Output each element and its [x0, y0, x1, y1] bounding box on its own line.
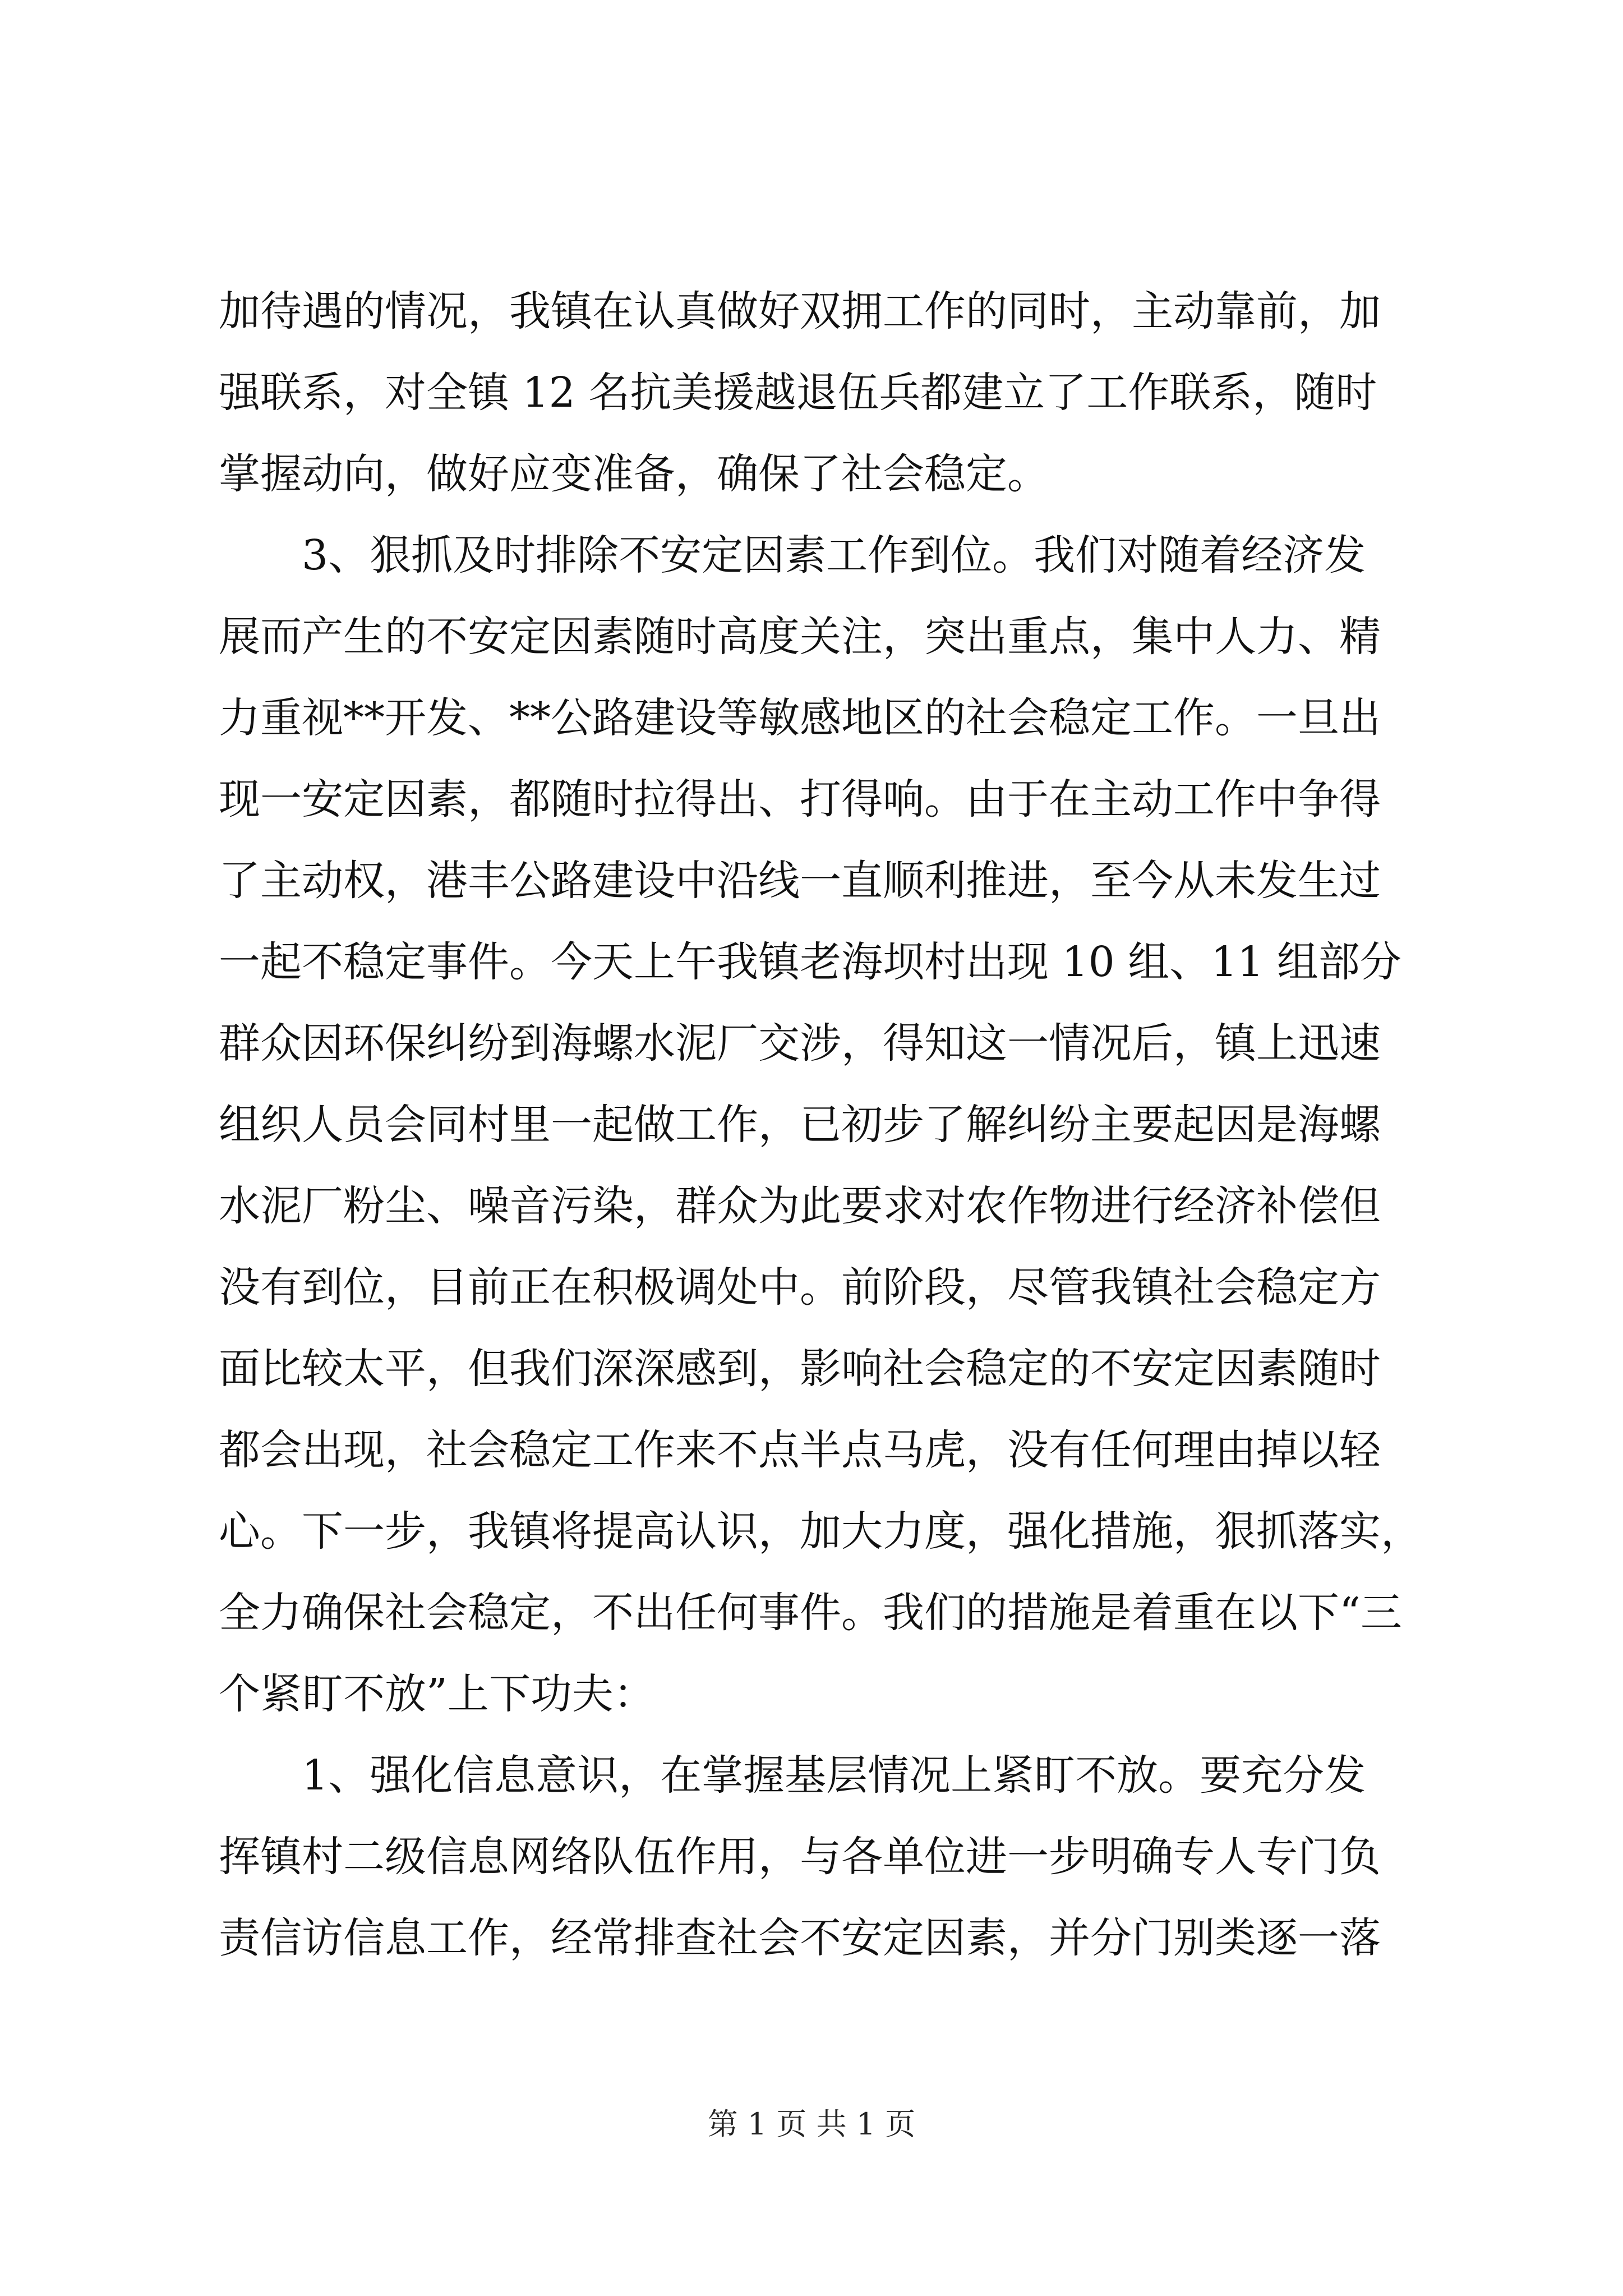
text-line: 面比较太平，但我们深深感到，影响社会稳定的不安定因素随时	[219, 1345, 1381, 1393]
text-line: 力重视**开发、**公路建设等敏感地区的社会稳定工作。一旦出	[219, 694, 1381, 742]
page-number-label: 第 1 页 共 1 页	[707, 2106, 916, 2142]
text-line: 现一安定因素，都随时拉得出、打得响。由于在主动工作中争得	[219, 775, 1381, 823]
text-line: 掌握动向，做好应变准备，确保了社会稳定。	[219, 450, 1049, 498]
text-line: 了主动权，港丰公路建设中沿线一直顺利推进，至今从未发生过	[219, 857, 1381, 905]
text-line: 个紧盯不放”上下功夫：	[219, 1670, 655, 1718]
text-line: 一起不稳定事件。今天上午我镇老海坝村出现 10 组、11 组部分	[219, 938, 1401, 986]
text-line: 加待遇的情况，我镇在认真做好双拥工作的同时，主动靠前，加	[219, 287, 1381, 335]
text-line: 挥镇村二级信息网络队伍作用，与各单位进一步明确专人专门负	[219, 1833, 1381, 1881]
text-line: 1、强化信息意识，在掌握基层情况上紧盯不放。要充分发	[219, 1751, 1366, 1800]
text-line: 3、狠抓及时排除不安定因素工作到位。我们对随着经济发	[219, 531, 1366, 579]
text-line: 强联系，对全镇 12 名抗美援越退伍兵都建立了工作联系，随时	[219, 369, 1377, 417]
text-line: 全力确保社会稳定，不出任何事件。我们的措施是着重在以下“三	[219, 1589, 1402, 1637]
text-line: 心。下一步，我镇将提高认识，加大力度，强化措施，狠抓落实，	[219, 1507, 1422, 1556]
text-line: 组织人员会同村里一起做工作，已初步了解纠纷主要起因是海螺	[219, 1101, 1381, 1149]
text-line: 群众因环保纠纷到海螺水泥厂交涉，得知这一情况后，镇上迅速	[219, 1019, 1381, 1068]
text-line: 责信访信息工作，经常排查社会不安定因素，并分门别类逐一落	[219, 1914, 1381, 1962]
text-line: 没有到位，目前正在积极调处中。前阶段，尽管我镇社会稳定方	[219, 1263, 1381, 1312]
text-line: 水泥厂粉尘、噪音污染，群众为此要求对农作物进行经济补偿但	[219, 1182, 1381, 1230]
page-footer	[0, 2105, 1623, 2144]
text-line: 都会出现，社会稳定工作来不点半点马虎，没有任何理由掉以轻	[219, 1426, 1381, 1474]
text-line: 展而产生的不安定因素随时高度关注，突出重点，集中人力、精	[219, 613, 1381, 661]
